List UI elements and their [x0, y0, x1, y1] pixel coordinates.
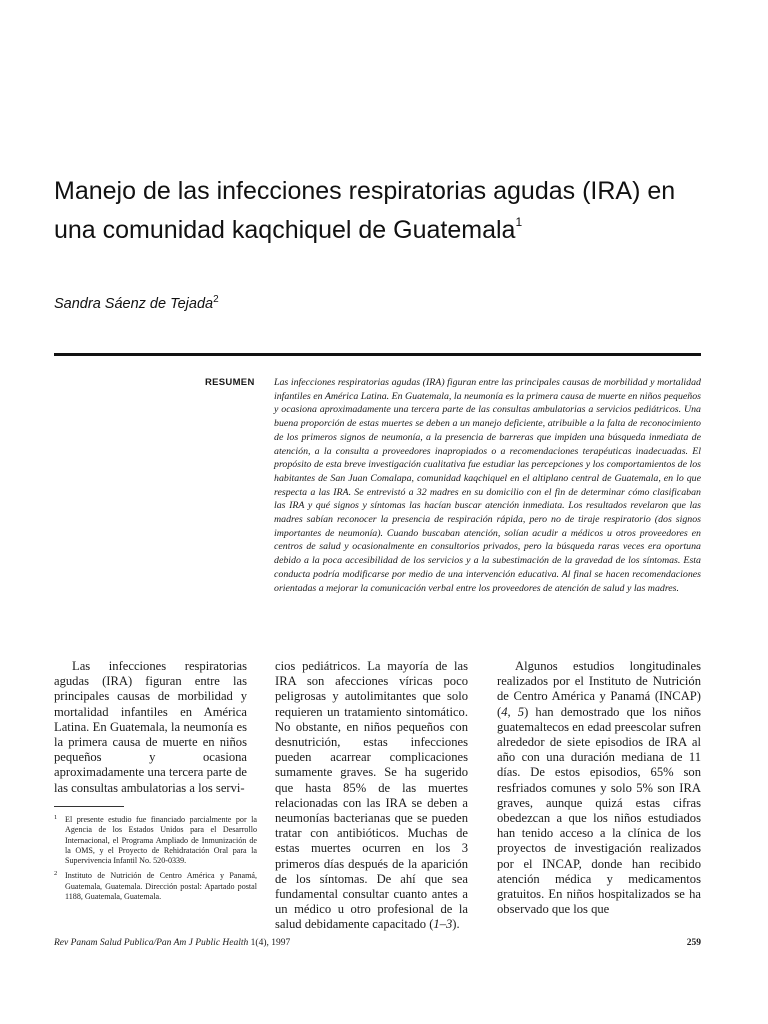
- body-paragraph-1: Las infecciones respiratorias agudas (IRA) figuran entre las principales causas de morbilidad y mortalidad infantiles en América Latina. En Guatemala, la neumonía es la primera causa de muerte en niños pequeños y ocasiona aproximadamente una tercera parte de las consultas ambulatorias a los servi-: [54, 659, 247, 795]
- article-title: [54, 176, 694, 246]
- footnote-1: [54, 815, 257, 866]
- body-text: Algunos estudios longitudinales realizados por el Instituto de Nutrición de Centro América y Panamá (INCAP) (: [497, 659, 701, 719]
- footnote-text: Instituto de Nutrición de Centro América y Panamá, Guatemala, Guatemala. Dirección postal: Apartado postal 1188, Guatemala, Guatemala.: [65, 871, 257, 902]
- footnote-text: El presente estudio fue financiado parcialmente por la Agencia de los Estados Unidos para el Desarrollo Internacional, el Programa Ampliado de Inmunización de la OMS, y el Proyecto de Rehidratación Oral para la Supervivencia Infantil No. 520-0339.: [65, 815, 257, 866]
- abstract-label: RESUMEN: [205, 377, 255, 388]
- citation: 4, 5: [501, 704, 525, 719]
- body-column-2: [275, 659, 468, 933]
- body-column-3: [497, 659, 701, 917]
- author-footnote-marker: 2: [213, 294, 219, 305]
- author-line: [54, 294, 219, 312]
- footnotes: [54, 815, 257, 907]
- body-column-1: [54, 659, 247, 796]
- body-paragraph-3: [497, 659, 701, 917]
- article-title-text: Manejo de las infecciones respiratorias agudas (IRA) en una comunidad kaqchiquel de Guatemala: [54, 177, 676, 244]
- header-rule: [54, 353, 701, 356]
- author-name: Sandra Sáenz de Tejada: [54, 296, 214, 312]
- footnote-2: [54, 871, 257, 902]
- body-text: ) han demostrado que los niños guatemaltecos en edad preescolar sufren alrededor de siete episodios de IRA al año con una duración mediana de 11 días. De estos episodios, 65% son resfriados comunes y solo 5% son IRA graves, aunque quizá estas cifras obedezcan a que los niños estudiados han tenido acceso a la clínica de los proyectos de investigación realizados por el INCAP, donde han recibido atención médica y medicamentos gratuitos. En niños hospitalizados se ha observado que los que: [497, 704, 702, 917]
- body-paragraph-2: [275, 659, 468, 933]
- footnote-number: 2: [54, 870, 58, 878]
- abstract-text: Las infecciones respiratorias agudas (IRA) figuran entre las principales causas de morbilidad y mortalidad infantiles en América Latina. En Guatemala, la neumonía es la primera causa de muerte en niños pequeños y ocasiona aproximadamente una tercera parte de las consultas ambulatorias a servicios pediátricos. Una buena proporción de estas muertes se deben a un manejo deficiente, atribuible a la falta de reconocimiento de los primeros signos de neumonía, a la presencia de barreras que impiden una búsqueda inmediata de atención, a la consulta a proveedores inapropiados o a recomendaciones terapéuticas inadecuadas. El propósito de esta breve investigación cualitativa fue estudiar las percepciones y los comportamientos de los habitantes de San Juan Comalapa, comunidad kaqchiquel en el altiplano central de Guatemala, en lo que respecta a las IRA. Se entrevistó a 32 madres en su domicilio con el fin de determinar cómo clasificaban las IRA y qué signos y síntomas las hacían buscar atención inmediata. Los resultados revelaron que las madres sabían reconocer la presencia de respiración rápida, pero no de tiraje respiratorio (dos signos importantes de neumonía). Cuando buscaban atención, solían acudir a médicos u otros proveedores en centros de salud y ocasionalmente en consultorios privados, pero la búsqueda raras veces era oportuna debido a la poca accesibilidad de los servicios y a la subestimación de la gravedad de los síntomas. Esta conducta podría modificarse por medio de una intervención educativa. Al final se hacen recomendaciones orientadas a mejorar la comunicación verbal entre los proveedores de atención de salud y las madres.: [274, 377, 701, 594]
- journal-citation: [54, 938, 290, 948]
- footnote-rule: [54, 806, 124, 807]
- body-text: ).: [452, 917, 460, 932]
- title-footnote-marker: 1: [515, 215, 523, 229]
- journal-issue: 1(4), 1997: [248, 938, 291, 948]
- page-number: 259: [686, 938, 701, 948]
- footnote-number: 1: [54, 814, 58, 821]
- journal-name: Rev Panam Salud Publica/Pan Am J Public Health: [54, 938, 249, 948]
- citation: 1–3: [433, 917, 453, 932]
- body-text: cios pediátricos. La mayoría de las IRA son afecciones víricas poco peligrosas y autolimitantes que solo requieren un tratamiento sintomático. No obstante, en niños pequeños con desnutrición, estas infecciones pueden acarrear complicaciones sumamente graves. Se ha sugerido que hasta 85% de las muertes relacionadas con las IRA se deben a neumonías bacterianas que se pueden tratar con antibióticos. Muchas de estas muertes ocurren en los 3 primeros días después de la aparición de los síntomas. De ahí que sea fundamental consultar cuanto antes a un médico u otro profesional de la salud debidamente capacitado (: [275, 659, 468, 932]
